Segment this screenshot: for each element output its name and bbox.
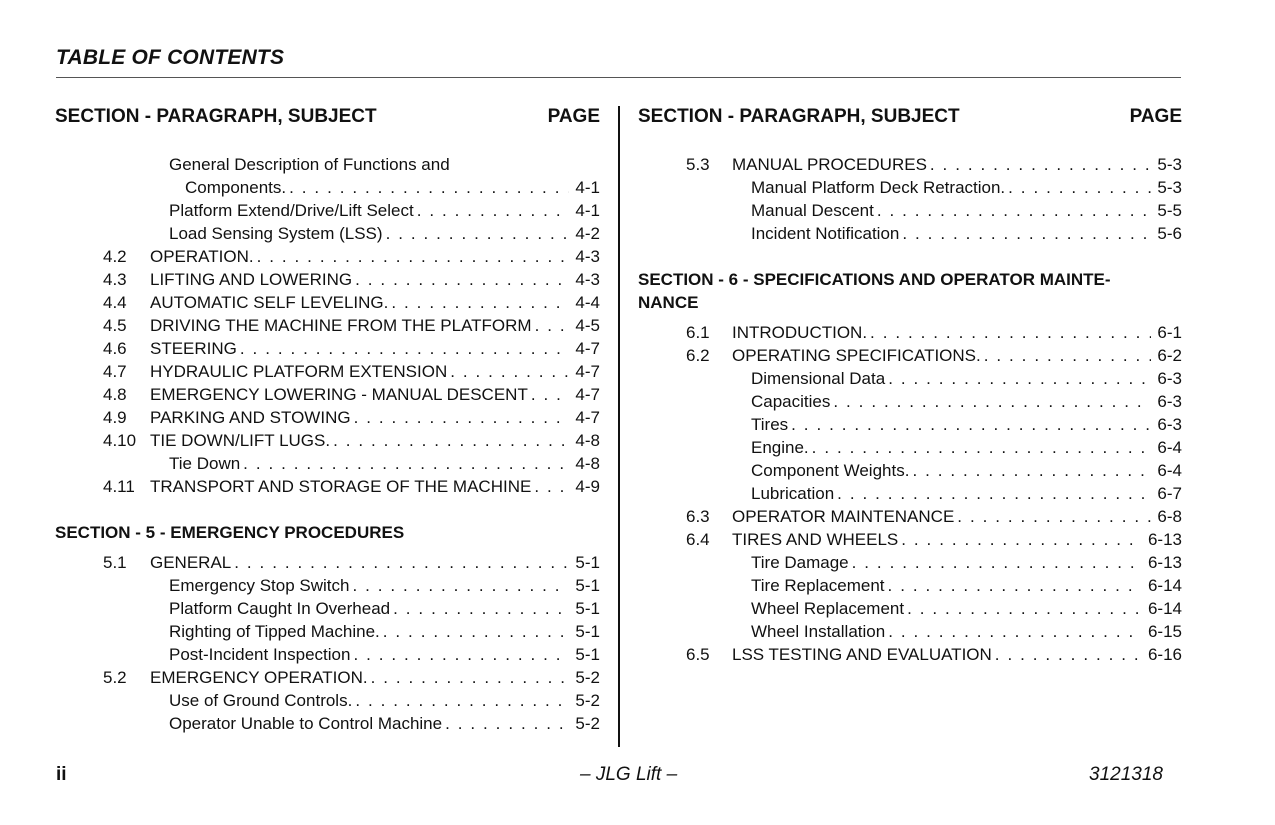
toc-entry-text: AUTOMATIC SELF LEVELING. — [150, 293, 389, 312]
dot-leader — [1005, 176, 1151, 199]
toc-entry[interactable] — [55, 597, 600, 620]
toc-entry[interactable] — [55, 475, 600, 498]
dot-leader — [899, 222, 1151, 245]
toc-entry-text: TRANSPORT AND STORAGE OF THE MACHINE — [150, 477, 532, 496]
toc-entry[interactable] — [638, 390, 1182, 413]
toc-entry-number: 4.11 — [103, 477, 135, 496]
toc-entry[interactable] — [55, 360, 600, 383]
right-column — [638, 104, 1182, 666]
toc-entry[interactable] — [55, 245, 600, 268]
toc-entry-number: 5.3 — [686, 155, 710, 174]
toc-entry[interactable] — [55, 406, 600, 429]
toc-entry[interactable] — [638, 344, 1182, 367]
toc-entry[interactable] — [55, 643, 600, 666]
toc-entry[interactable] — [55, 291, 600, 314]
section-6-heading-line1: SECTION - 6 - SPECIFICATIONS AND OPERATOR MAINTE- — [638, 270, 1111, 289]
dot-leader — [442, 712, 569, 735]
toc-entry-page: 6-4 — [1157, 438, 1182, 457]
dot-leader — [954, 505, 1151, 528]
toc-entry-text: Righting of Tipped Machine. — [169, 622, 380, 641]
toc-entry-text: Emergency Stop Switch — [169, 576, 350, 595]
dot-leader — [286, 176, 569, 199]
toc-entry-page: 5-3 — [1157, 155, 1182, 174]
dot-leader — [352, 268, 569, 291]
left-column-heading — [55, 104, 600, 129]
toc-entry-page: 4-3 — [575, 270, 600, 289]
toc-entry[interactable] — [55, 314, 600, 337]
dot-leader — [885, 367, 1151, 390]
toc-entry[interactable] — [55, 452, 600, 475]
toc-entry-page: 6-15 — [1147, 622, 1182, 641]
toc-entry-text: PARKING AND STOWING — [150, 408, 351, 427]
toc-entry[interactable] — [638, 321, 1182, 344]
toc-entry-page: 4-2 — [575, 224, 600, 243]
toc-entry[interactable] — [638, 482, 1182, 505]
toc-entry-number: 4.7 — [103, 362, 127, 381]
toc-entry[interactable] — [638, 574, 1182, 597]
dot-leader — [528, 383, 570, 406]
toc-entry-text: OPERATOR MAINTENANCE — [732, 507, 955, 526]
toc-entry-text: Lubrication — [751, 484, 835, 503]
toc-entry-page: 5-3 — [1157, 178, 1182, 197]
toc-entry-number: 5.1 — [103, 553, 127, 572]
toc-entry-page: 6-7 — [1157, 484, 1182, 503]
left-heading-subject: SECTION - PARAGRAPH, SUBJECT — [55, 106, 377, 127]
dot-leader — [830, 390, 1151, 413]
toc-entry-text: Tire Replacement — [751, 576, 885, 595]
spacer — [55, 498, 600, 521]
toc-entry-text: OPERATING SPECIFICATIONS. — [732, 346, 981, 365]
dot-leader — [885, 620, 1142, 643]
toc-entry-text: TIE DOWN/LIFT LUGS. — [150, 431, 331, 450]
dot-leader — [904, 597, 1142, 620]
toc-entry-text: HYDRAULIC PLATFORM EXTENSION — [150, 362, 448, 381]
toc-entry[interactable] — [638, 551, 1182, 574]
toc-entry-page: 4-7 — [575, 362, 600, 381]
toc-entry-text: Operator Unable to Control Machine — [169, 714, 443, 733]
toc-entry-text: STEERING — [150, 339, 237, 358]
toc-entry-page: 5-2 — [575, 668, 600, 687]
toc-entry-text: Use of Ground Controls. — [169, 691, 353, 710]
toc-entry[interactable] — [55, 429, 600, 452]
dot-leader — [531, 475, 569, 498]
dot-leader — [383, 222, 570, 245]
section-6-heading — [638, 268, 1182, 314]
toc-entry-page: 4-5 — [575, 316, 600, 335]
toc-entry-text: Load Sensing System (LSS) — [169, 224, 383, 243]
toc-entry-page: 5-1 — [575, 553, 600, 572]
toc-entry-page: 4-7 — [575, 408, 600, 427]
toc-entry-text: TIRES AND WHEELS — [732, 530, 899, 549]
spacer — [638, 245, 1182, 268]
toc-entry-page: 6-1 — [1157, 323, 1182, 342]
toc-entry-text: Post-Incident Inspection — [169, 645, 351, 664]
dot-leader — [909, 459, 1151, 482]
toc-entry[interactable] — [638, 222, 1182, 245]
toc-entry[interactable] — [638, 528, 1182, 551]
dot-leader — [368, 666, 570, 689]
toc-entry-page: 5-6 — [1157, 224, 1182, 243]
toc-entry-page: 4-9 — [575, 477, 600, 496]
header-rule — [56, 77, 1181, 78]
dot-leader — [414, 199, 570, 222]
toc-entry-page: 6-8 — [1157, 507, 1182, 526]
toc-entry-page: 6-2 — [1157, 346, 1182, 365]
toc-entry[interactable] — [55, 199, 600, 222]
toc-entry-text: Tie Down — [169, 454, 241, 473]
toc-entry[interactable] — [55, 689, 600, 712]
dot-leader — [237, 337, 570, 360]
toc-entry-page: 5-1 — [575, 599, 600, 618]
toc-entry-text: Dimensional Data — [751, 369, 886, 388]
toc-entry-text: Platform Caught In Overhead — [169, 599, 391, 618]
toc-entry-text: EMERGENCY OPERATION. — [150, 668, 368, 687]
toc-entry-text: Manual Platform Deck Retraction. — [751, 178, 1006, 197]
toc-entry-text: INTRODUCTION. — [732, 323, 868, 342]
toc-entry-text: DRIVING THE MACHINE FROM THE PLATFORM — [150, 316, 532, 335]
dot-leader — [874, 199, 1152, 222]
dot-leader — [849, 551, 1142, 574]
dot-leader — [330, 429, 569, 452]
toc-entry-number: 4.9 — [103, 408, 127, 427]
footer-page-number: ii — [56, 764, 67, 785]
toc-entry[interactable] — [638, 459, 1182, 482]
dot-leader — [788, 413, 1151, 436]
dot-leader — [231, 551, 569, 574]
toc-entry[interactable] — [55, 551, 600, 574]
toc-entry[interactable] — [638, 505, 1182, 528]
dot-leader — [867, 321, 1151, 344]
toc-entry-page: 4-8 — [575, 454, 600, 473]
toc-entry-page: 4-8 — [575, 431, 600, 450]
toc-entry-number: 6.4 — [686, 530, 710, 549]
toc-entry-page: 4-7 — [575, 385, 600, 404]
toc-entry[interactable] — [638, 176, 1182, 199]
toc-entry-page: 5-1 — [575, 645, 600, 664]
toc-entry-page: 4-4 — [575, 293, 600, 312]
dot-leader — [388, 291, 569, 314]
dot-leader — [390, 597, 569, 620]
toc-entry-text: Incident Notification — [751, 224, 900, 243]
toc-entry[interactable] — [55, 620, 600, 643]
toc-entry-text: EMERGENCY LOWERING - MANUAL DESCENT — [150, 385, 528, 404]
toc-entry[interactable] — [638, 597, 1182, 620]
footer-brand: – JLG Lift – — [580, 764, 678, 785]
toc-entry-text: General Description of Functions and — [169, 155, 450, 174]
toc-entry-number: 6.1 — [686, 323, 710, 342]
toc-entry[interactable] — [638, 620, 1182, 643]
toc-entry-page: 6-3 — [1157, 369, 1182, 388]
toc-entry-number: 6.5 — [686, 645, 710, 664]
toc-entry-page: 6-3 — [1157, 415, 1182, 434]
toc-entry-page: 6-13 — [1147, 530, 1182, 549]
toc-entry-page: 5-1 — [575, 622, 600, 641]
toc-entry-page: 4-7 — [575, 339, 600, 358]
dot-leader — [352, 689, 569, 712]
toc-entry[interactable] — [638, 153, 1182, 176]
toc-entry[interactable] — [55, 153, 600, 176]
toc-entry-text: LSS TESTING AND EVALUATION — [732, 645, 992, 664]
dot-leader — [885, 574, 1142, 597]
dot-leader — [380, 620, 570, 643]
toc-entry[interactable] — [55, 176, 600, 199]
toc-entry-text: Capacities — [751, 392, 831, 411]
toc-entry[interactable] — [55, 337, 600, 360]
section-5-heading: SECTION - 5 - EMERGENCY PROCEDURES — [55, 523, 405, 542]
toc-entry-page: 4-1 — [575, 178, 600, 197]
column-divider — [618, 106, 620, 747]
toc-entry[interactable] — [55, 383, 600, 406]
toc-entry-number: 4.3 — [103, 270, 127, 289]
dot-leader — [350, 643, 569, 666]
dot-leader — [254, 245, 570, 268]
toc-entry-page: 5-5 — [1157, 201, 1182, 220]
dot-leader — [981, 344, 1152, 367]
toc-entry-page: 6-14 — [1147, 599, 1182, 618]
dot-leader — [349, 574, 569, 597]
toc-entry[interactable] — [55, 574, 600, 597]
dot-leader — [447, 360, 569, 383]
toc-entry[interactable] — [55, 712, 600, 735]
toc-entry-page: 6-16 — [1147, 645, 1182, 664]
toc-entry[interactable] — [638, 436, 1182, 459]
toc-entry-page: 5-1 — [575, 576, 600, 595]
left-column — [55, 104, 600, 735]
toc-entry-text: Tire Damage — [751, 553, 849, 572]
dot-leader — [240, 452, 569, 475]
section-6-heading-line2: NANCE — [638, 293, 699, 312]
toc-entry[interactable] — [638, 413, 1182, 436]
toc-entry[interactable] — [55, 222, 600, 245]
toc-entry-number: 4.4 — [103, 293, 127, 312]
dot-leader — [351, 406, 570, 429]
toc-entry-text: Wheel Installation — [751, 622, 886, 641]
toc-entry-text: LIFTING AND LOWERING — [150, 270, 353, 289]
spacer — [55, 544, 600, 551]
toc-entry-page: 6-3 — [1157, 392, 1182, 411]
toc-entry-number: 4.8 — [103, 385, 127, 404]
toc-entry-text: Components. — [185, 178, 287, 197]
toc-entry-number: 5.2 — [103, 668, 127, 687]
toc-entry-page: 6-13 — [1147, 553, 1182, 572]
toc-entry[interactable] — [638, 199, 1182, 222]
toc-entry-text: Manual Descent — [751, 201, 874, 220]
toc-entry-text: MANUAL PROCEDURES — [732, 155, 927, 174]
dot-leader — [809, 436, 1152, 459]
toc-entry-page: 4-1 — [575, 201, 600, 220]
right-heading-page: PAGE — [1129, 106, 1182, 127]
page-title: TABLE OF CONTENTS — [56, 46, 285, 69]
dot-leader — [927, 153, 1152, 176]
toc-entry[interactable] — [55, 268, 600, 291]
footer-doc-number: 3121318 — [1089, 764, 1163, 785]
toc-entry-text: GENERAL — [150, 553, 232, 572]
left-heading-page: PAGE — [547, 106, 600, 127]
toc-entry-text: Engine. — [751, 438, 809, 457]
toc-entry-text: Component Weights. — [751, 461, 910, 480]
toc-entry[interactable] — [638, 367, 1182, 390]
toc-entry-number: 4.10 — [103, 431, 137, 450]
dot-leader — [532, 314, 570, 337]
toc-entry-text: Tires — [751, 415, 789, 434]
dot-leader — [834, 482, 1151, 505]
toc-entry[interactable] — [638, 643, 1182, 666]
toc-entry-page: 5-2 — [575, 714, 600, 733]
toc-entry-number: 6.3 — [686, 507, 710, 526]
toc-entry-page: 5-2 — [575, 691, 600, 710]
toc-entry-page: 6-4 — [1157, 461, 1182, 480]
dot-leader — [992, 643, 1142, 666]
right-heading-subject: SECTION - PARAGRAPH, SUBJECT — [638, 106, 960, 127]
toc-entry-page: 4-3 — [575, 247, 600, 266]
toc-entry-text: Platform Extend/Drive/Lift Select — [169, 201, 414, 220]
right-column-heading — [638, 104, 1182, 129]
toc-entry-number: 6.2 — [686, 346, 710, 365]
toc-entry-number: 4.6 — [103, 339, 127, 358]
spacer — [638, 314, 1182, 321]
toc-entry-text: OPERATION. — [150, 247, 254, 266]
toc-entry-number: 4.5 — [103, 316, 127, 335]
toc-entry[interactable] — [55, 666, 600, 689]
toc-entry-text: Wheel Replacement — [751, 599, 905, 618]
dot-leader — [898, 528, 1142, 551]
toc-entry-number: 4.2 — [103, 247, 127, 266]
toc-entry-page: 6-14 — [1147, 576, 1182, 595]
